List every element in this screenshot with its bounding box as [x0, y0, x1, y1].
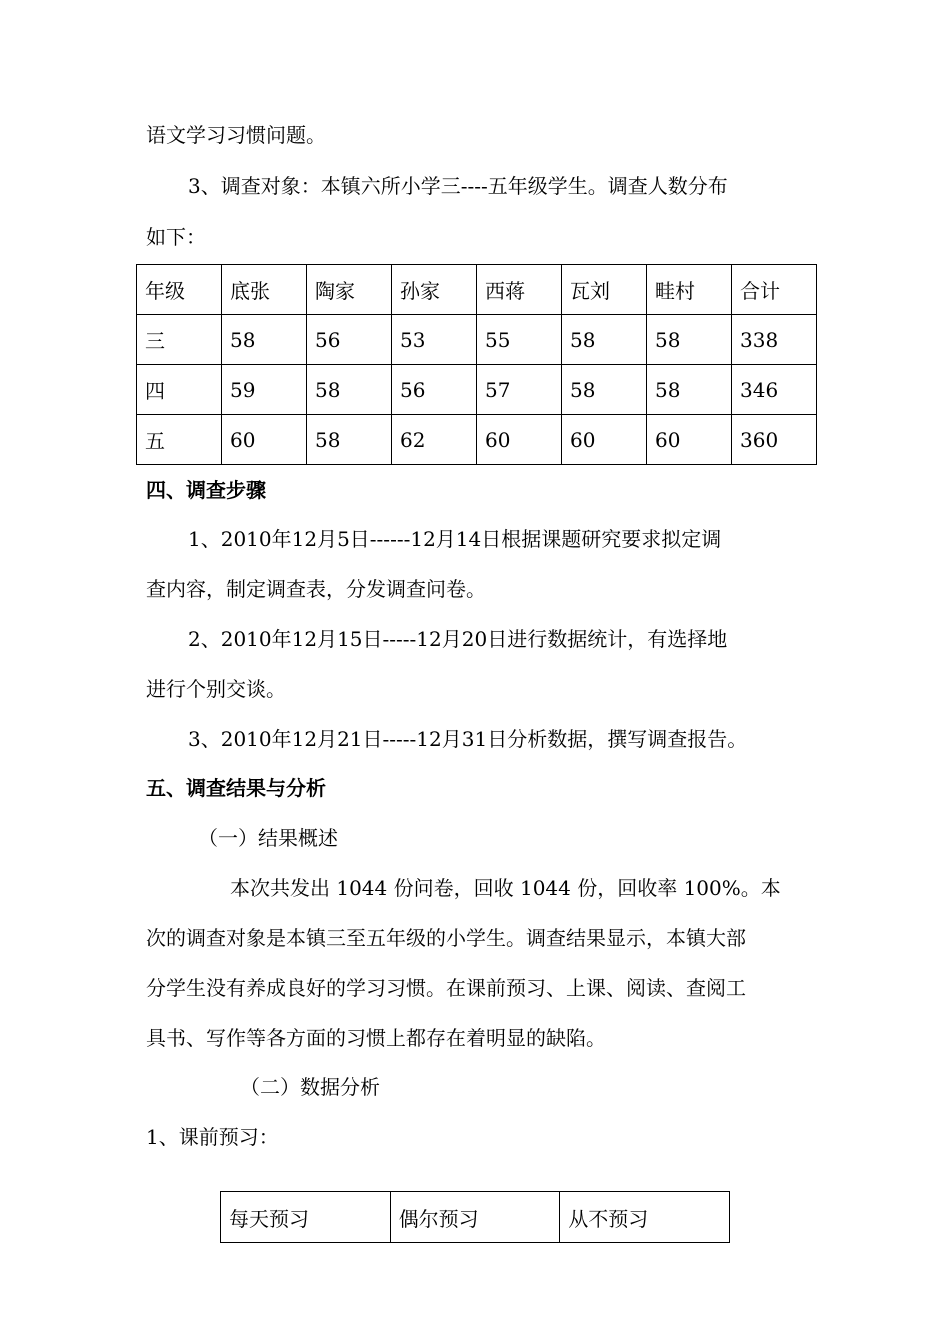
table-cell: 60 — [477, 415, 562, 465]
paragraph-line: 具书、写作等各方面的习惯上都存在着明显的缺陷。 — [146, 1026, 606, 1050]
table-cell: 346 — [732, 365, 817, 415]
table-cell: 58 — [562, 315, 647, 365]
paragraph-line: 1、2010年12月5日------12月14日根据课题研究要求拟定调 — [188, 527, 722, 551]
table-header-cell: 底张 — [222, 265, 307, 315]
table-header-cell: 瓦刘 — [562, 265, 647, 315]
table-cell: 59 — [222, 365, 307, 415]
table-cell: 56 — [307, 315, 392, 365]
table-header-cell: 每天预习 — [221, 1192, 391, 1243]
table-cell: 360 — [732, 415, 817, 465]
survey-count-table — [136, 264, 817, 465]
table-cell: 53 — [392, 315, 477, 365]
table-cell: 62 — [392, 415, 477, 465]
paragraph-line: 进行个别交谈。 — [146, 677, 286, 701]
section-heading-steps: 四、调查步骤 — [146, 478, 266, 502]
subsection-heading: （二）数据分析 — [240, 1075, 380, 1099]
paragraph-line: 次的调查对象是本镇三至五年级的小学生。调查结果显示，本镇大部 — [146, 926, 746, 950]
table-row — [137, 315, 817, 365]
table-cell: 四 — [137, 365, 222, 415]
table-cell: 五 — [137, 415, 222, 465]
table-cell: 58 — [222, 315, 307, 365]
paragraph-survey-subject: 3、调查对象：本镇六所小学三----五年级学生。调查人数分布 — [188, 174, 728, 198]
table-cell: 55 — [477, 315, 562, 365]
table-cell: 58 — [647, 365, 732, 415]
subsection-heading: （一）结果概述 — [198, 826, 338, 850]
table-header-cell: 年级 — [137, 265, 222, 315]
table-header-row — [221, 1192, 730, 1243]
table-cell: 60 — [647, 415, 732, 465]
paragraph-line: 查内容，制定调查表，分发调查问卷。 — [146, 577, 486, 601]
table-header-row — [137, 265, 817, 315]
paragraph-line: 如下： — [146, 225, 206, 249]
table-header-cell: 西蒋 — [477, 265, 562, 315]
table-header-cell: 偶尔预习 — [390, 1192, 560, 1243]
table-header-cell: 畦村 — [647, 265, 732, 315]
table-cell: 56 — [392, 365, 477, 415]
table-cell: 58 — [307, 415, 392, 465]
table-cell: 60 — [222, 415, 307, 465]
paragraph-line: 语文学习习惯问题。 — [146, 123, 326, 147]
table-header-cell: 孙家 — [392, 265, 477, 315]
table-header-cell: 合计 — [732, 265, 817, 315]
table-cell: 58 — [647, 315, 732, 365]
table-cell: 58 — [307, 365, 392, 415]
preview-habit-table — [220, 1191, 730, 1243]
table-header-cell: 陶家 — [307, 265, 392, 315]
paragraph-line: 本次共发出 1044 份问卷，回收 1044 份，回收率 100%。本 — [230, 876, 781, 900]
table-cell: 60 — [562, 415, 647, 465]
table-row — [137, 415, 817, 465]
table-row — [137, 365, 817, 415]
table-cell: 58 — [562, 365, 647, 415]
paragraph-line: 2、2010年12月15日-----12月20日进行数据统计，有选择地 — [188, 627, 728, 651]
table-cell: 338 — [732, 315, 817, 365]
table-cell: 57 — [477, 365, 562, 415]
paragraph-line: 3、2010年12月21日-----12月31日分析数据，撰写调查报告。 — [188, 727, 748, 751]
paragraph-line: 分学生没有养成良好的学习习惯。在课前预习、上课、阅读、查阅工 — [146, 976, 746, 1000]
table-header-cell: 从不预习 — [560, 1192, 730, 1243]
section-heading-results: 五、调查结果与分析 — [146, 776, 326, 800]
list-item-heading: 1、课前预习： — [146, 1125, 279, 1149]
table-cell: 三 — [137, 315, 222, 365]
